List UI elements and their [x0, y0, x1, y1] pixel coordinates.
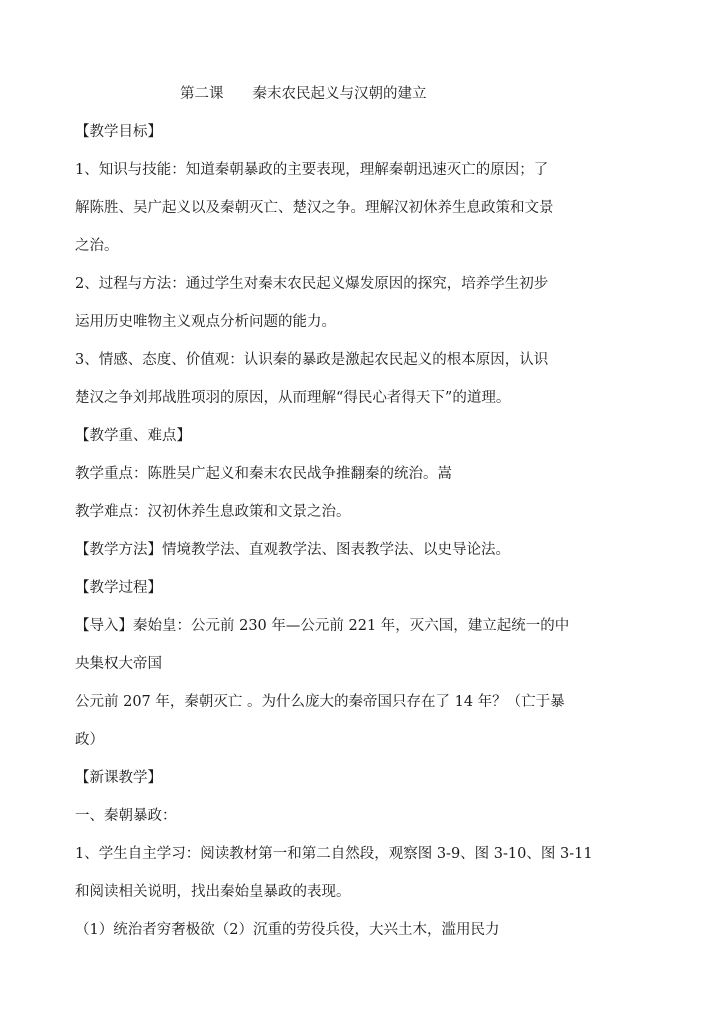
paragraph-line: 和阅读相关说明，找出秦始皇暴政的表现。 — [75, 884, 351, 900]
paragraph-line: 1、学生自主学习：阅读教材第一和第二自然段，观察图 3-9、图 3-10、图 3-11 — [75, 846, 593, 862]
paragraph-line: （1）统治者穷奢极欲（2）沉重的劳役兵役，大兴土木，滥用民力 — [75, 922, 500, 938]
paragraph-line: 楚汉之争刘邦战胜项羽的原因，从而理解“得民心者得天下”的道理。 — [75, 390, 511, 406]
paragraph-line: 教学重点：陈胜吴广起义和秦末农民战争推翻秦的统治。嵩 — [75, 466, 452, 482]
paragraph-line: 【教学方法】情境教学法、直观教学法、图表教学法、以史导论法。 — [75, 542, 510, 558]
paragraph-line: 【导入】秦始皇：公元前 230 年—公元前 221 年，灭六国，建立起统一的中 — [75, 618, 570, 634]
heading-teaching-goals: 【教学目标】 — [75, 124, 162, 140]
heading-new-lesson: 【新课教学】 — [75, 770, 162, 786]
paragraph-line: 解陈胜、吴广起义以及秦朝灭亡、楚汉之争。理解汉初休养生息政策和文景 — [75, 200, 554, 216]
heading-teaching-process: 【教学过程】 — [75, 580, 162, 596]
lesson-title: 第二课 秦末农民起义与汉朝的建立 — [180, 86, 427, 102]
paragraph-line: 教学难点：汉初休养生息政策和文景之治。 — [75, 504, 351, 520]
paragraph-line: 央集权大帝国 — [75, 656, 162, 672]
heading-key-points: 【教学重、难点】 — [75, 428, 191, 444]
paragraph-line: 3、情感、态度、价值观：认识秦的暴政是激起农民起义的根本原因，认识 — [75, 352, 549, 368]
paragraph-line: 2、过程与方法：通过学生对秦末农民起义爆发原因的探究，培养学生初步 — [75, 276, 549, 292]
paragraph-line: 之治。 — [75, 238, 119, 254]
section-heading: 一、秦朝暴政： — [75, 808, 177, 824]
paragraph-line: 1、知识与技能：知道秦朝暴政的主要表现，理解秦朝迅速灭亡的原因；了 — [75, 162, 549, 178]
paragraph-line: 公元前 207 年，秦朝灭亡 。为什么庞大的秦帝国只存在了 14 年？（亡于暴 — [75, 694, 565, 710]
paragraph-line: 运用历史唯物主义观点分析问题的能力。 — [75, 314, 336, 330]
paragraph-line: 政） — [75, 732, 104, 748]
